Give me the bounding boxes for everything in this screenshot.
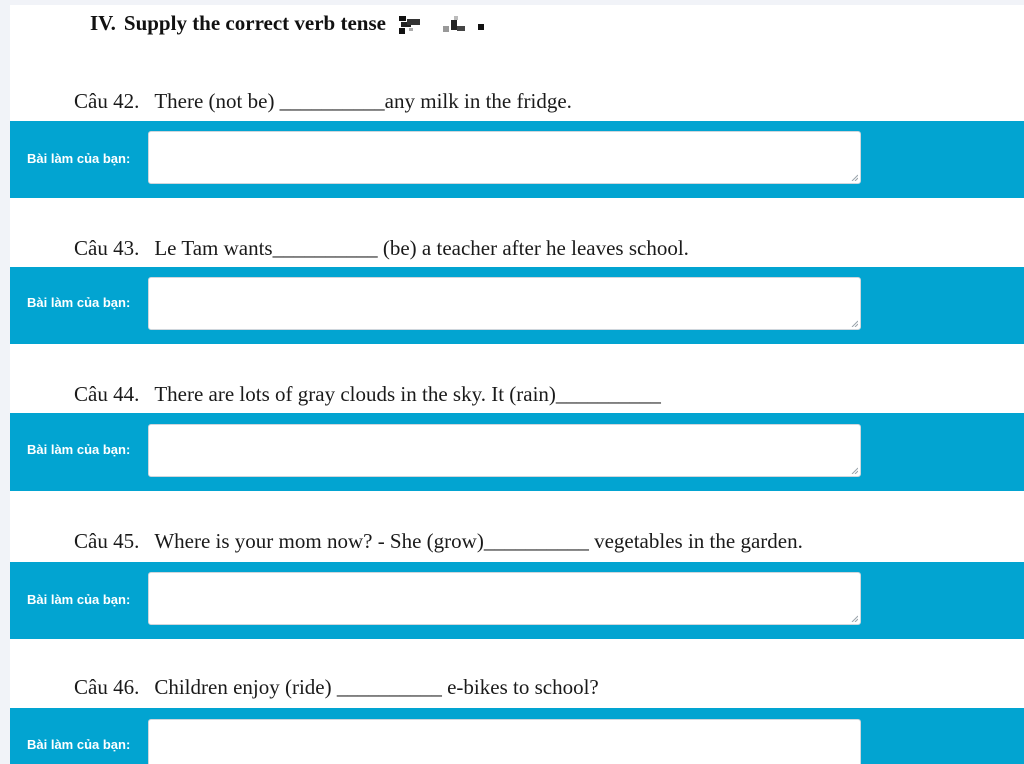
question-label: Câu 45. (74, 529, 140, 553)
answer-label: Bài làm của bạn: (27, 442, 131, 457)
answer-panel (10, 562, 1024, 639)
redacted-mark-icon (399, 14, 499, 36)
resize-grip-icon[interactable] (851, 320, 858, 327)
answer-panel (10, 708, 1024, 764)
section-number: IV. (90, 11, 116, 35)
question-text: Children enjoy (ride) __________ e-bikes to school? (154, 675, 599, 699)
answer-panel (10, 267, 1024, 344)
question-label: Câu 44. (74, 382, 140, 406)
answer-panel (10, 413, 1024, 491)
question-label: Câu 43. (74, 236, 140, 260)
resize-grip-icon[interactable] (851, 615, 858, 622)
resize-grip-icon[interactable] (851, 467, 858, 474)
question-text: There are lots of gray clouds in the sky. It (rain)__________ (154, 382, 661, 406)
section-heading (90, 11, 499, 36)
question-text: There (not be) __________any milk in the fridge. (154, 89, 572, 113)
resize-grip-icon[interactable] (851, 174, 858, 181)
section-title: Supply the correct verb tense (123, 11, 386, 35)
answer-textarea[interactable] (148, 424, 861, 477)
answer-label: Bài làm của bạn: (27, 295, 131, 310)
answer-label: Bài làm của bạn: (27, 737, 131, 752)
answer-panel (10, 121, 1024, 198)
answer-label: Bài làm của bạn: (27, 592, 131, 607)
answer-textarea[interactable] (148, 277, 861, 330)
answer-label: Bài làm của bạn: (27, 151, 131, 166)
question-text: Le Tam wants__________ (be) a teacher after he leaves school. (154, 236, 689, 260)
answer-textarea[interactable] (148, 131, 861, 184)
question-label: Câu 42. (74, 89, 140, 113)
answer-textarea[interactable] (148, 719, 861, 764)
question-text: Where is your mom now? - She (grow)__________ vegetables in the garden. (154, 529, 803, 553)
question-label: Câu 46. (74, 675, 140, 699)
answer-textarea[interactable] (148, 572, 861, 625)
